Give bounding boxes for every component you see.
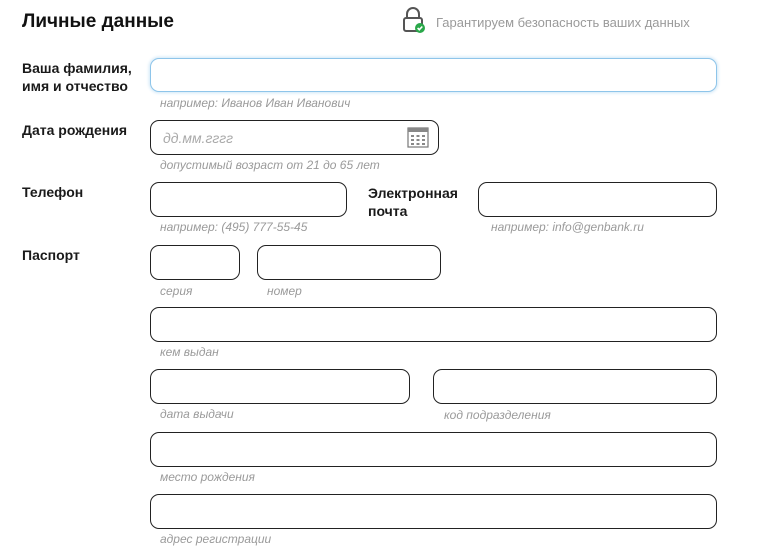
calendar-icon[interactable] (406, 126, 430, 149)
email-input[interactable] (478, 182, 717, 217)
passport-issued-by-hint: кем выдан (160, 345, 219, 359)
email-label (368, 184, 458, 220)
fio-label-line1: Ваша фамилия, (22, 60, 132, 76)
page-title: Личные данные (22, 11, 174, 32)
security-note (402, 8, 690, 36)
birthdate-input[interactable] (150, 120, 439, 155)
birthdate-hint: допустимый возраст от 21 до 65 лет (160, 158, 380, 172)
email-hint: например: info@genbank.ru (491, 220, 644, 234)
fio-input[interactable] (150, 58, 717, 92)
passport-reg-address-hint: адрес регистрации (160, 532, 272, 546)
email-label-line2: почта (368, 203, 408, 219)
fio-label-line2: имя и отчество (22, 78, 128, 94)
passport-issued-by-input[interactable] (150, 307, 717, 342)
passport-number-hint: номер (267, 284, 302, 298)
passport-dept-code-hint: код подразделения (444, 408, 551, 422)
email-label-line1: Электронная (368, 185, 458, 201)
passport-dept-code-input[interactable] (433, 369, 717, 404)
passport-birthplace-input[interactable] (150, 432, 717, 467)
fio-label (22, 59, 132, 95)
passport-series-input[interactable] (150, 245, 240, 280)
phone-label: Телефон (22, 184, 84, 200)
birthdate-label: Дата рождения (22, 122, 128, 138)
passport-reg-address-input[interactable] (150, 494, 717, 529)
passport-issue-date-hint: дата выдачи (160, 407, 234, 421)
passport-label: Паспорт (22, 247, 80, 263)
passport-number-input[interactable] (257, 245, 441, 280)
passport-birthplace-hint: место рождения (160, 470, 255, 484)
fio-hint: например: Иванов Иван Иванович (160, 96, 351, 110)
passport-series-hint: серия (160, 284, 193, 298)
security-text: Гарантируем безопасность ваших данных (436, 14, 690, 30)
phone-hint: например: (495) 777-55-45 (160, 220, 308, 234)
passport-issue-date-input[interactable] (150, 369, 410, 404)
lock-check-icon (402, 6, 426, 39)
phone-input[interactable] (150, 182, 347, 217)
